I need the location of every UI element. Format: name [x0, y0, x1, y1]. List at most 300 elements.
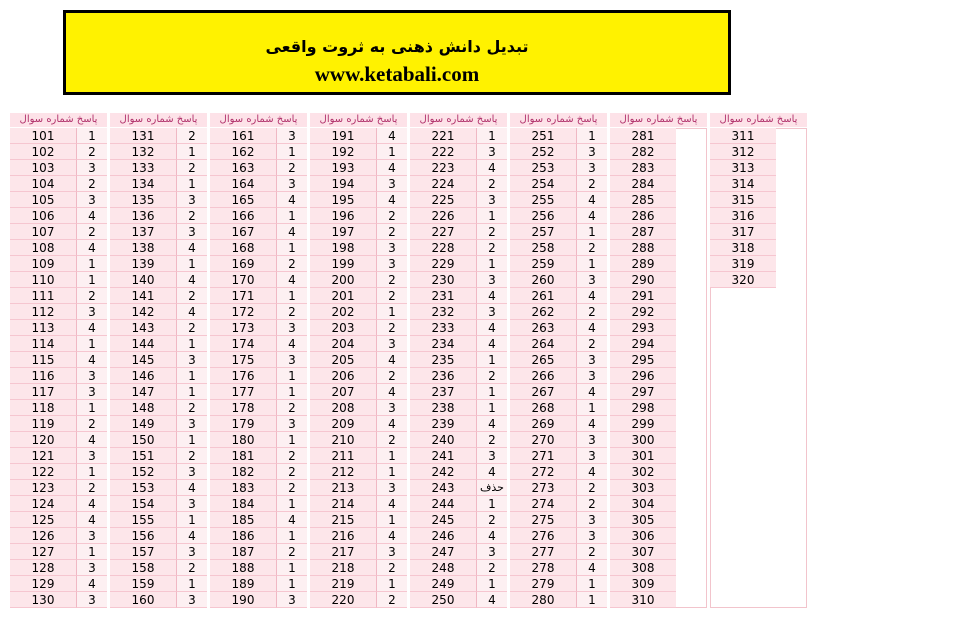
- question-number: 202: [310, 304, 376, 320]
- table-row: [210, 240, 307, 256]
- table-row: [110, 528, 207, 544]
- table-row: [210, 224, 307, 240]
- answer-value: 4: [476, 416, 507, 432]
- table-row: [510, 320, 607, 336]
- answer-value: 1: [576, 592, 607, 608]
- answer-value: 2: [176, 560, 207, 576]
- table-row: [610, 208, 707, 224]
- answer-value: 4: [576, 560, 607, 576]
- table-row: [310, 288, 407, 304]
- table-row: [610, 544, 707, 560]
- question-number: 298: [610, 400, 676, 416]
- table-row: [410, 160, 507, 176]
- table-row: [110, 128, 207, 144]
- question-number: 142: [110, 304, 176, 320]
- table-row: [110, 336, 207, 352]
- answer-value: 3: [376, 176, 407, 192]
- answer-value: 2: [376, 288, 407, 304]
- answer-value: 4: [376, 192, 407, 208]
- question-number: 174: [210, 336, 276, 352]
- question-number: 208: [310, 400, 376, 416]
- question-number: 110: [10, 272, 76, 288]
- question-number: 269: [510, 416, 576, 432]
- answer-value: 3: [276, 128, 307, 144]
- answer-value: 3: [176, 224, 207, 240]
- table-row: [310, 352, 407, 368]
- table-row: [110, 240, 207, 256]
- answer-value: 4: [376, 496, 407, 512]
- question-number: 305: [610, 512, 676, 528]
- column-header: پاسخ شماره سوال: [710, 113, 807, 127]
- question-number: 168: [210, 240, 276, 256]
- question-number: 132: [110, 144, 176, 160]
- table-row: [110, 512, 207, 528]
- table-row: [710, 208, 807, 224]
- table-row: [210, 208, 307, 224]
- question-number: 214: [310, 496, 376, 512]
- question-number: 184: [210, 496, 276, 512]
- question-number: 193: [310, 160, 376, 176]
- question-number: 107: [10, 224, 76, 240]
- answer-value: 2: [276, 256, 307, 272]
- table-row: [210, 288, 307, 304]
- answer-value: 1: [176, 144, 207, 160]
- answer-value: 1: [276, 496, 307, 512]
- question-number: 182: [210, 464, 276, 480]
- table-row: [10, 368, 107, 384]
- question-number: 224: [410, 176, 476, 192]
- question-number: 118: [10, 400, 76, 416]
- answer-value: 4: [576, 416, 607, 432]
- question-number: 273: [510, 480, 576, 496]
- answer-value: 1: [576, 400, 607, 416]
- table-row: [310, 400, 407, 416]
- table-row: [610, 272, 707, 288]
- question-number: 152: [110, 464, 176, 480]
- answer-value: 3: [376, 256, 407, 272]
- table-row: [710, 176, 807, 192]
- question-number: 259: [510, 256, 576, 272]
- table-row: [410, 512, 507, 528]
- table-row: [510, 592, 607, 608]
- table-row: [110, 448, 207, 464]
- table-row: [410, 416, 507, 432]
- question-number: 279: [510, 576, 576, 592]
- question-number: 263: [510, 320, 576, 336]
- table-row: [110, 384, 207, 400]
- question-number: 146: [110, 368, 176, 384]
- table-row: [610, 368, 707, 384]
- table-row: [110, 352, 207, 368]
- answer-value: 2: [576, 240, 607, 256]
- table-row: [10, 448, 107, 464]
- answer-value: 2: [476, 368, 507, 384]
- table-row: [110, 544, 207, 560]
- answer-value: 3: [276, 176, 307, 192]
- question-number: 188: [210, 560, 276, 576]
- table-row: [410, 128, 507, 144]
- answer-value: 3: [576, 352, 607, 368]
- table-row: [110, 592, 207, 608]
- answer-value: 4: [76, 352, 107, 368]
- question-number: 221: [410, 128, 476, 144]
- question-number: 131: [110, 128, 176, 144]
- answer-value: 2: [576, 480, 607, 496]
- table-row: [110, 304, 207, 320]
- answer-value: 2: [276, 400, 307, 416]
- question-number: 220: [310, 592, 376, 608]
- table-row: [510, 384, 607, 400]
- table-row: [10, 432, 107, 448]
- answer-value: 3: [476, 544, 507, 560]
- answer-value: 1: [476, 352, 507, 368]
- table-row: [710, 272, 807, 288]
- question-number: 135: [110, 192, 176, 208]
- answer-value: 4: [576, 320, 607, 336]
- table-row: [10, 256, 107, 272]
- table-row: [310, 192, 407, 208]
- table-row: [210, 176, 307, 192]
- answer-value: 2: [476, 240, 507, 256]
- table-row: [210, 432, 307, 448]
- answer-value: 1: [76, 128, 107, 144]
- question-number: 229: [410, 256, 476, 272]
- question-number: 297: [610, 384, 676, 400]
- question-number: 111: [10, 288, 76, 304]
- question-number: 258: [510, 240, 576, 256]
- question-number: 201: [310, 288, 376, 304]
- answer-value: 1: [376, 464, 407, 480]
- answer-value: 1: [476, 496, 507, 512]
- question-number: 262: [510, 304, 576, 320]
- table-row: [210, 336, 307, 352]
- table-row: [310, 368, 407, 384]
- question-number: 206: [310, 368, 376, 384]
- table-row: [610, 224, 707, 240]
- question-number: 311: [710, 128, 776, 144]
- answer-value: 3: [76, 384, 107, 400]
- question-number: 241: [410, 448, 476, 464]
- table-row: [110, 160, 207, 176]
- answer-value: 4: [76, 432, 107, 448]
- table-row: [10, 176, 107, 192]
- question-number: 288: [610, 240, 676, 256]
- answer-value: 4: [76, 512, 107, 528]
- answer-value: 4: [76, 208, 107, 224]
- table-row: [210, 160, 307, 176]
- table-row: [210, 560, 307, 576]
- table-row: [410, 304, 507, 320]
- table-row: [110, 320, 207, 336]
- table-row: [510, 464, 607, 480]
- answer-value: 2: [276, 448, 307, 464]
- question-number: 177: [210, 384, 276, 400]
- question-number: 105: [10, 192, 76, 208]
- table-row: [610, 288, 707, 304]
- question-number: 290: [610, 272, 676, 288]
- question-number: 141: [110, 288, 176, 304]
- table-row: [110, 224, 207, 240]
- column-header: پاسخ شماره سوال: [410, 113, 507, 127]
- question-number: 228: [410, 240, 476, 256]
- question-number: 164: [210, 176, 276, 192]
- table-row: [610, 128, 707, 144]
- question-number: 158: [110, 560, 176, 576]
- table-row: [210, 384, 307, 400]
- answer-value: 4: [276, 224, 307, 240]
- table-row: [710, 256, 807, 272]
- answer-value: 2: [176, 208, 207, 224]
- answer-value: 2: [76, 416, 107, 432]
- table-row: [10, 240, 107, 256]
- table-row: [210, 512, 307, 528]
- table-row: [610, 192, 707, 208]
- answer-value: 4: [176, 304, 207, 320]
- question-number: 211: [310, 448, 376, 464]
- question-number: 185: [210, 512, 276, 528]
- answer-value: 1: [276, 240, 307, 256]
- question-number: 139: [110, 256, 176, 272]
- table-row: [610, 144, 707, 160]
- table-row: [710, 160, 807, 176]
- question-number: 240: [410, 432, 476, 448]
- table-row: [310, 432, 407, 448]
- answer-value: 2: [376, 560, 407, 576]
- table-row: [110, 432, 207, 448]
- answer-value: 3: [76, 448, 107, 464]
- table-row: [210, 448, 307, 464]
- question-number: 230: [410, 272, 476, 288]
- answer-value: 3: [376, 544, 407, 560]
- answer-value: 2: [476, 432, 507, 448]
- answer-value: 4: [376, 352, 407, 368]
- question-number: 256: [510, 208, 576, 224]
- table-row: [510, 144, 607, 160]
- table-row: [110, 256, 207, 272]
- table-row: [310, 384, 407, 400]
- answer-value: 3: [176, 592, 207, 608]
- table-row: [510, 560, 607, 576]
- answer-value: 1: [276, 288, 307, 304]
- table-row: [410, 240, 507, 256]
- question-number: 310: [610, 592, 676, 608]
- table-row: [310, 560, 407, 576]
- question-number: 145: [110, 352, 176, 368]
- answer-value: 1: [176, 384, 207, 400]
- table-row: [10, 144, 107, 160]
- table-row: [410, 256, 507, 272]
- answer-value: 2: [176, 160, 207, 176]
- answer-value: 1: [476, 256, 507, 272]
- answer-value: 2: [76, 176, 107, 192]
- answer-value: 4: [476, 288, 507, 304]
- table-row: [10, 528, 107, 544]
- answer-value: 2: [276, 480, 307, 496]
- column-header: پاسخ شماره سوال: [10, 113, 107, 127]
- answer-value: 3: [576, 368, 607, 384]
- table-row: [610, 336, 707, 352]
- table-row: [210, 304, 307, 320]
- question-number: 124: [10, 496, 76, 512]
- table-row: [510, 576, 607, 592]
- answer-value: 2: [176, 128, 207, 144]
- table-row: [310, 256, 407, 272]
- answer-value: 2: [376, 208, 407, 224]
- question-number: 165: [210, 192, 276, 208]
- answer-value: 1: [76, 464, 107, 480]
- answer-value: 4: [576, 192, 607, 208]
- table-row: [510, 256, 607, 272]
- answer-value: 1: [176, 576, 207, 592]
- answer-value: 3: [76, 560, 107, 576]
- answer-value: 2: [76, 144, 107, 160]
- answer-value: 4: [376, 416, 407, 432]
- question-number: 175: [210, 352, 276, 368]
- question-number: 167: [210, 224, 276, 240]
- answer-value: 2: [376, 592, 407, 608]
- table-row: [610, 512, 707, 528]
- question-number: 198: [310, 240, 376, 256]
- answer-value: 3: [176, 544, 207, 560]
- question-number: 190: [210, 592, 276, 608]
- table-row: [210, 256, 307, 272]
- question-number: 150: [110, 432, 176, 448]
- table-row: [410, 368, 507, 384]
- question-number: 179: [210, 416, 276, 432]
- answer-value: 4: [376, 528, 407, 544]
- question-number: 194: [310, 176, 376, 192]
- question-number: 236: [410, 368, 476, 384]
- question-number: 312: [710, 144, 776, 160]
- question-number: 197: [310, 224, 376, 240]
- answer-value: 4: [276, 192, 307, 208]
- question-number: 271: [510, 448, 576, 464]
- question-number: 209: [310, 416, 376, 432]
- question-number: 251: [510, 128, 576, 144]
- answer-value: 4: [76, 496, 107, 512]
- question-number: 245: [410, 512, 476, 528]
- answer-value: 2: [376, 368, 407, 384]
- table-row: [610, 464, 707, 480]
- table-row: [10, 512, 107, 528]
- answer-value: 1: [276, 384, 307, 400]
- column-header: پاسخ شماره سوال: [310, 113, 407, 127]
- table-row: [310, 208, 407, 224]
- table-row: [510, 240, 607, 256]
- question-number: 249: [410, 576, 476, 592]
- table-row: [210, 272, 307, 288]
- table-row: [210, 400, 307, 416]
- answer-value: 3: [376, 240, 407, 256]
- question-number: 187: [210, 544, 276, 560]
- question-number: 125: [10, 512, 76, 528]
- answer-value: 1: [276, 560, 307, 576]
- question-number: 267: [510, 384, 576, 400]
- table-row: [10, 560, 107, 576]
- answer-value: 2: [176, 320, 207, 336]
- table-row: [410, 592, 507, 608]
- table-row: [110, 176, 207, 192]
- question-number: 189: [210, 576, 276, 592]
- table-row: [410, 448, 507, 464]
- answer-value: 2: [176, 288, 207, 304]
- column-header: پاسخ شماره سوال: [210, 113, 307, 127]
- table-row: [410, 288, 507, 304]
- question-number: 162: [210, 144, 276, 160]
- table-row: [310, 224, 407, 240]
- question-number: 173: [210, 320, 276, 336]
- question-number: 138: [110, 240, 176, 256]
- answer-value: 4: [176, 272, 207, 288]
- question-number: 207: [310, 384, 376, 400]
- table-row: [410, 352, 507, 368]
- table-row: [610, 528, 707, 544]
- table-row: [510, 416, 607, 432]
- answer-value: 3: [176, 192, 207, 208]
- table-row: [510, 160, 607, 176]
- answer-value: 1: [176, 176, 207, 192]
- question-number: 144: [110, 336, 176, 352]
- answer-value: 4: [76, 240, 107, 256]
- question-number: 264: [510, 336, 576, 352]
- answer-value: 2: [476, 512, 507, 528]
- answer-value: 1: [576, 576, 607, 592]
- table-row: [310, 464, 407, 480]
- answer-value: 1: [76, 400, 107, 416]
- table-row: [410, 192, 507, 208]
- answer-value: 4: [476, 528, 507, 544]
- table-row: [10, 496, 107, 512]
- question-number: 282: [610, 144, 676, 160]
- question-number: 216: [310, 528, 376, 544]
- answer-value: 1: [176, 512, 207, 528]
- question-number: 123: [10, 480, 76, 496]
- table-row: [610, 592, 707, 608]
- table-row: [510, 272, 607, 288]
- table-row: [610, 384, 707, 400]
- table-row: [410, 400, 507, 416]
- answer-value: 4: [576, 464, 607, 480]
- question-number: 252: [510, 144, 576, 160]
- question-number: 117: [10, 384, 76, 400]
- answer-value: 4: [276, 512, 307, 528]
- table-row: [10, 576, 107, 592]
- table-row: [210, 544, 307, 560]
- answer-value: 2: [576, 176, 607, 192]
- answer-value: 3: [76, 304, 107, 320]
- question-number: 122: [10, 464, 76, 480]
- table-row: [610, 496, 707, 512]
- question-number: 119: [10, 416, 76, 432]
- question-number: 180: [210, 432, 276, 448]
- column-header: پاسخ شماره سوال: [510, 113, 607, 127]
- question-number: 196: [310, 208, 376, 224]
- question-number: 213: [310, 480, 376, 496]
- table-row: [510, 400, 607, 416]
- answer-value: 3: [76, 192, 107, 208]
- question-number: 306: [610, 528, 676, 544]
- question-number: 103: [10, 160, 76, 176]
- question-number: 270: [510, 432, 576, 448]
- table-row: [410, 560, 507, 576]
- question-number: 133: [110, 160, 176, 176]
- answer-value: 3: [176, 416, 207, 432]
- question-number: 315: [710, 192, 776, 208]
- table-row: [610, 320, 707, 336]
- column-header: پاسخ شماره سوال: [110, 113, 207, 127]
- table-row: [10, 272, 107, 288]
- question-number: 143: [110, 320, 176, 336]
